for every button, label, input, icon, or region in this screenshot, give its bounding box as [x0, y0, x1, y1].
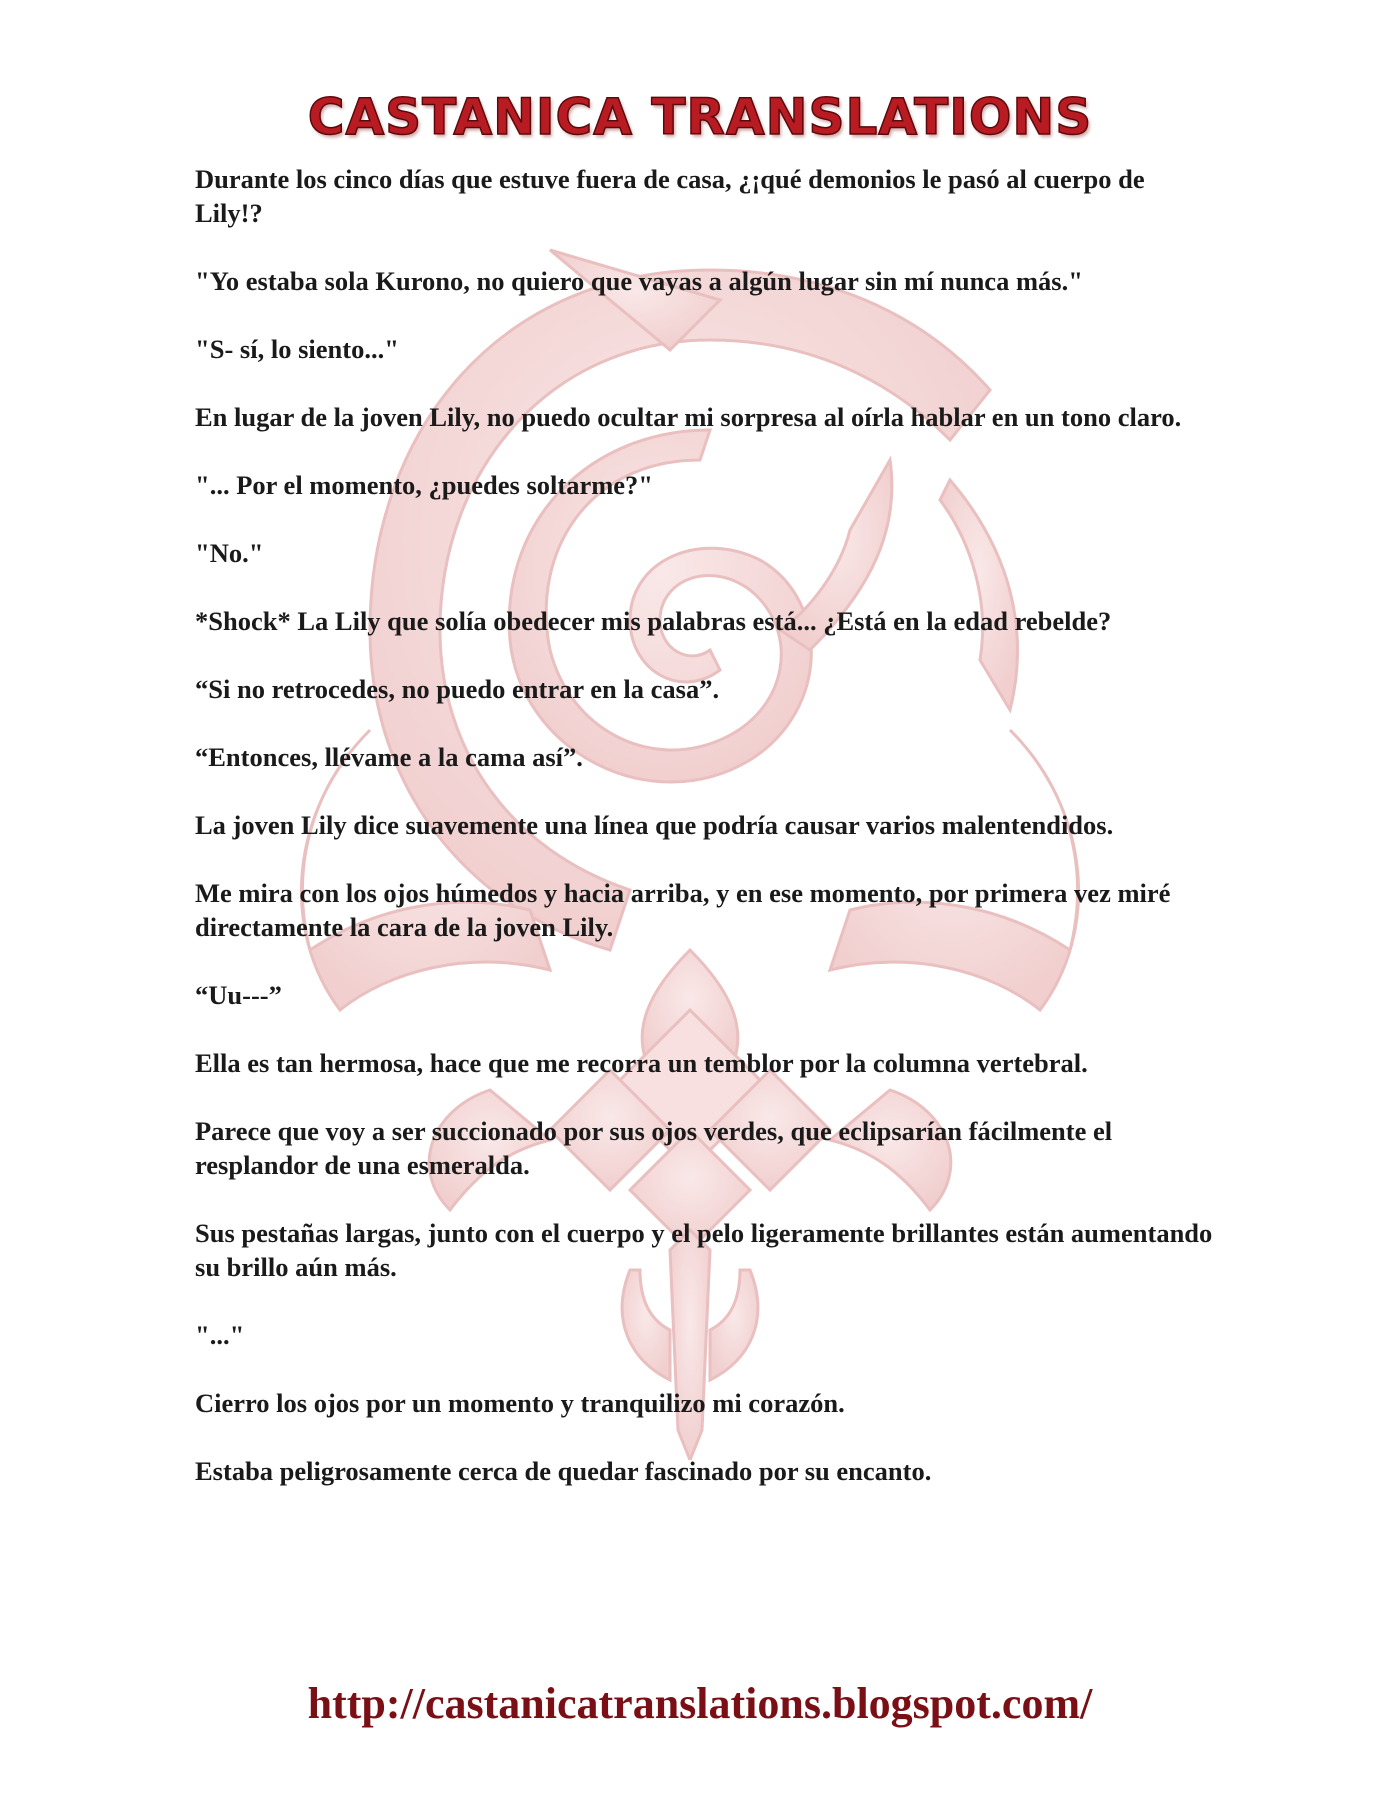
paragraph: "... Por el momento, ¿puedes soltarme?"	[195, 470, 654, 500]
blog-url-link[interactable]: http://castanicatranslations.blogspot.com/	[307, 1679, 1093, 1728]
paragraph: "Yo estaba sola Kurono, no quiero que vayas a algún lugar sin mí nunca más."	[195, 266, 1083, 296]
site-title: CASTANICA TRANSLATIONS	[307, 88, 1093, 146]
paragraph: *Shock* La Lily que solía obedecer mis palabras está... ¿Está en la edad rebelde?	[195, 606, 1112, 636]
document-body	[195, 162, 1215, 1522]
page-header	[0, 88, 1400, 146]
paragraph: "S- sí, lo siento..."	[195, 334, 399, 364]
paragraph: Durante los cinco días que estuve fuera de casa, ¿¡qué demonios le pasó al cuerpo de Lily!?	[195, 164, 1145, 228]
paragraph: Cierro los ojos por un momento y tranquilizo mi corazón.	[195, 1388, 845, 1418]
paragraph: “Si no retrocedes, no puedo entrar en la casa”.	[195, 674, 720, 704]
paragraph: Sus pestañas largas, junto con el cuerpo y el pelo ligeramente brillantes están aumentando su brillo aún más.	[195, 1218, 1213, 1282]
paragraph: Ella es tan hermosa, hace que me recorra un temblor por la columna vertebral.	[195, 1048, 1088, 1078]
paragraph: Me mira con los ojos húmedos y hacia arriba, y en ese momento, por primera vez miré directamente la cara de la joven Lily.	[195, 878, 1171, 942]
paragraph: “Entonces, llévame a la cama así”.	[195, 742, 583, 772]
paragraph: Estaba peligrosamente cerca de quedar fascinado por su encanto.	[195, 1456, 932, 1486]
page-footer	[0, 1678, 1400, 1729]
paragraph: “Uu---”	[195, 980, 282, 1010]
paragraph: "No."	[195, 538, 264, 568]
paragraph: En lugar de la joven Lily, no puedo ocultar mi sorpresa al oírla hablar en un tono claro.	[195, 402, 1182, 432]
paragraph: La joven Lily dice suavemente una línea que podría causar varios malentendidos.	[195, 810, 1114, 840]
paragraph: Parece que voy a ser succionado por sus ojos verdes, que eclipsarían fácilmente el resplandor de una esmeralda.	[195, 1116, 1113, 1180]
paragraph: "..."	[195, 1320, 245, 1350]
